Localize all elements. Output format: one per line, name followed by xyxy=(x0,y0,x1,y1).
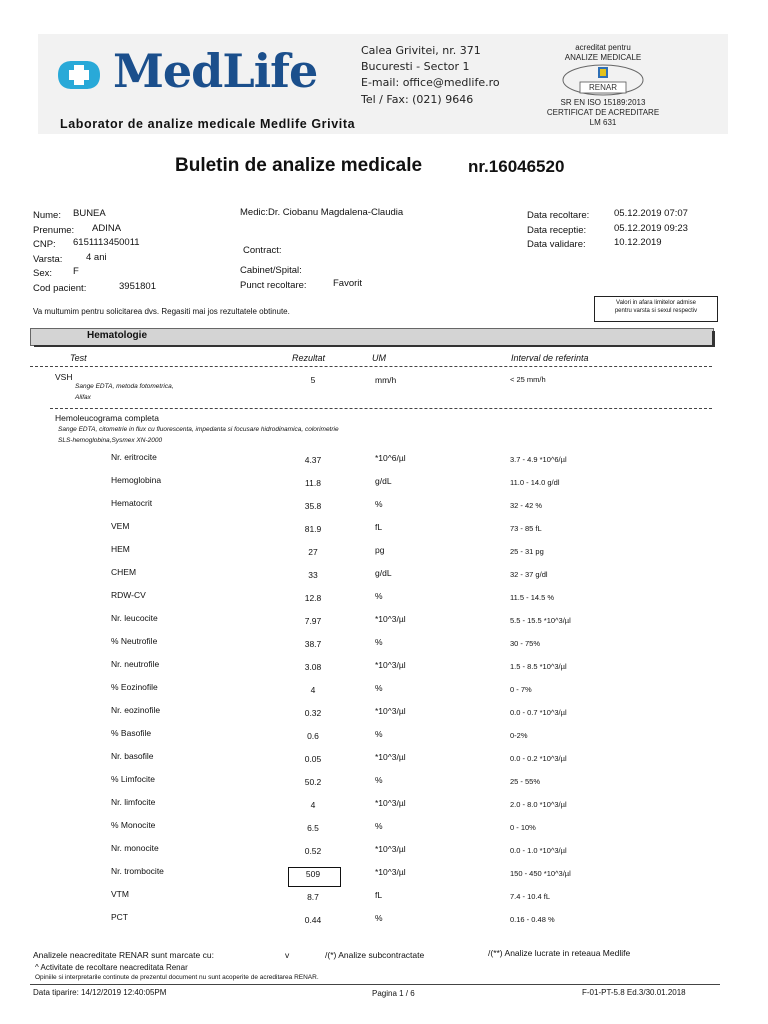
renar-mark: v xyxy=(285,950,290,960)
test-unit: g/dL xyxy=(375,568,392,578)
test-reference: 0.0 - 0.2 *10^3/µl xyxy=(510,754,567,763)
col-header-reference: Interval de referinta xyxy=(511,353,589,363)
contract-label: Contract: xyxy=(243,245,282,256)
test-name: Nr. limfocite xyxy=(111,797,156,807)
hemo-method: SLS-hemoglobina,Sysmex XN-2000 xyxy=(58,437,163,444)
print-date: Data tiparire: 14/12/2019 12:40:05PM xyxy=(33,988,167,997)
test-result: 0.44 xyxy=(304,915,322,925)
out-of-range-note-box xyxy=(594,296,718,322)
accreditation-line: LM 631 xyxy=(589,118,617,127)
test-reference: 2.0 - 8.0 *10^3/µl xyxy=(510,800,567,809)
footer-divider xyxy=(30,984,720,985)
vsh-name: VSH xyxy=(55,372,73,382)
test-name: HEM xyxy=(111,544,130,554)
test-name: Nr. basofile xyxy=(111,751,154,761)
test-result: 0.05 xyxy=(304,754,322,764)
page-number: Pagina 1 / 6 xyxy=(372,989,415,998)
test-result: 38.7 xyxy=(304,639,322,649)
test-unit: *10^3/µl xyxy=(375,752,406,762)
vsh-reference: < 25 mm/h xyxy=(510,375,546,384)
vsh-method: Alifax xyxy=(75,394,91,401)
lab-title: Laborator de analize medicale Medlife Grivita xyxy=(60,117,356,131)
test-result: 50.2 xyxy=(304,777,322,787)
test-name: Nr. monocite xyxy=(111,843,159,853)
accreditation-line: ANALIZE MEDICALE xyxy=(564,53,642,62)
test-reference: 3.7 - 4.9 *10^6/µl xyxy=(510,455,567,464)
test-unit: fL xyxy=(375,890,383,900)
test-reference: 0-2% xyxy=(510,731,528,740)
test-name: CHEM xyxy=(111,567,137,577)
collection-point-label: Punct recoltare: xyxy=(240,280,307,291)
cabinet-label: Cabinet/Spital: xyxy=(240,265,302,276)
test-result: 33 xyxy=(308,570,318,580)
reception-date-label: Data receptie: xyxy=(527,225,587,236)
opinions-note: Opiniile si interpretarile continute de prezentul document nu sunt acoperite de acreditarea RENAR. xyxy=(35,974,319,981)
subcontract-note: /(*) Analize subcontractate xyxy=(325,950,425,960)
validation-date-label: Data validare: xyxy=(527,239,586,250)
address-line: Bucuresti - Sector 1 xyxy=(361,60,470,73)
collection-date: 05.12.2019 07:07 xyxy=(614,208,688,219)
age-label: Varsta: xyxy=(33,254,63,265)
first-name-label: Prenume: xyxy=(33,225,75,236)
test-reference: 25 - 31 pg xyxy=(510,547,544,556)
patient-age: 4 ani xyxy=(86,252,107,263)
medlife-logo: MedLife xyxy=(113,44,318,98)
hemo-title: Hemoleucograma completa xyxy=(55,413,159,423)
test-name: Nr. trombocite xyxy=(111,866,164,876)
vsh-method: Sange EDTA, metoda fotometrica, xyxy=(75,383,174,390)
test-name: RDW-CV xyxy=(111,590,146,600)
test-result: 4 xyxy=(310,685,316,695)
patient-name: BUNEA xyxy=(73,208,106,219)
test-reference: 73 - 85 fL xyxy=(510,524,542,533)
test-unit: % xyxy=(375,775,383,785)
test-result: 509 xyxy=(305,869,321,879)
medic-name: Medic:Dr. Ciobanu Magdalena-Claudia xyxy=(240,207,404,218)
patient-code-label: Cod pacient: xyxy=(33,283,87,294)
test-unit: % xyxy=(375,913,383,923)
test-unit: *10^3/µl xyxy=(375,706,406,716)
test-name: Nr. leucocite xyxy=(111,613,158,623)
vsh-um: mm/h xyxy=(375,375,397,385)
test-name: Nr. eozinofile xyxy=(111,705,161,715)
col-header-test: Test xyxy=(70,353,87,363)
test-result: 35.8 xyxy=(304,501,322,511)
patient-code: 3951801 xyxy=(119,281,156,292)
recoltare-note: ^ Activitate de recoltare neacreditata Renar xyxy=(35,963,188,972)
renar-brand: RENAR xyxy=(588,83,617,92)
test-result: 27 xyxy=(308,547,318,557)
col-header-result: Rezultat xyxy=(292,353,326,363)
vsh-value: 5 xyxy=(310,375,316,385)
test-name: % Basofile xyxy=(111,728,152,738)
test-result: 8.7 xyxy=(307,892,319,902)
header-divider xyxy=(30,366,712,367)
test-unit: pg xyxy=(375,545,385,555)
test-result: 4.37 xyxy=(304,455,322,465)
test-result: 0.6 xyxy=(307,731,319,741)
sex-label: Sex: xyxy=(33,268,53,279)
test-name: Nr. neutrofile xyxy=(111,659,160,669)
renar-note: Analizele neacreditate RENAR sunt marcate cu: xyxy=(33,950,214,960)
test-unit: % xyxy=(375,591,383,601)
test-reference: 7.4 - 10.4 fL xyxy=(510,892,551,901)
patient-cnp: 6151113450011 xyxy=(73,237,140,248)
section-bar-shadow-bottom xyxy=(34,345,715,347)
test-unit: *10^3/µl xyxy=(375,867,406,877)
test-name: VEM xyxy=(111,521,130,531)
reception-date: 05.12.2019 09:23 xyxy=(614,223,688,234)
test-result: 4 xyxy=(310,800,316,810)
test-unit: fL xyxy=(375,522,383,532)
test-unit: % xyxy=(375,637,383,647)
test-unit: *10^6/µl xyxy=(375,453,406,463)
validation-date: 10.12.2019 xyxy=(614,237,662,248)
patient-sex: F xyxy=(73,266,79,277)
collection-date-label: Data recoltare: xyxy=(527,210,590,221)
test-reference: 32 - 42 % xyxy=(510,501,543,510)
test-reference: 25 - 55% xyxy=(510,777,541,786)
test-unit: *10^3/µl xyxy=(375,798,406,808)
test-result: 0.52 xyxy=(304,846,322,856)
medical-cross-icon xyxy=(50,55,108,95)
test-name: % Monocite xyxy=(111,820,156,830)
test-reference: 0 - 7% xyxy=(510,685,532,694)
test-name: % Limfocite xyxy=(111,774,155,784)
test-name: VTM xyxy=(111,889,129,899)
test-reference: 0.16 - 0.48 % xyxy=(510,915,555,924)
test-reference: 30 - 75% xyxy=(510,639,541,648)
document-title: Buletin de analize medicale xyxy=(175,155,423,176)
test-result: 81.9 xyxy=(304,524,322,534)
address-line: Calea Grivitei, nr. 371 xyxy=(361,44,481,57)
out-of-range-box xyxy=(288,867,341,887)
test-unit: % xyxy=(375,683,383,693)
test-unit: g/dL xyxy=(375,476,392,486)
note-line: Valori in afara limitelor admise xyxy=(616,300,696,306)
test-reference: 0 - 10% xyxy=(510,823,536,832)
test-name: Hemoglobina xyxy=(111,475,162,485)
patient-first-name: ADINA xyxy=(92,223,122,234)
section-divider xyxy=(50,408,712,409)
test-reference: 32 - 37 g/dl xyxy=(510,570,548,579)
email-line: E-mail: office@medlife.ro xyxy=(361,76,500,89)
test-result: 11.8 xyxy=(305,478,321,488)
accreditation-line: SR EN ISO 15189:2013 xyxy=(560,98,646,107)
test-name: Nr. eritrocite xyxy=(111,452,157,462)
test-name: % Neutrofile xyxy=(111,636,158,646)
col-header-um: UM xyxy=(372,353,386,363)
test-unit: % xyxy=(375,821,383,831)
test-result: 6.5 xyxy=(307,823,319,833)
test-reference: 0.0 - 0.7 *10^3/µl xyxy=(510,708,567,717)
collection-point: Favorit xyxy=(333,278,363,289)
test-name: Hematocrit xyxy=(111,498,153,508)
accreditation-line: CERTIFICAT DE ACREDITARE xyxy=(546,108,660,117)
test-unit: *10^3/µl xyxy=(375,614,406,624)
hemo-method: Sange EDTA, citometrie in flux cu fluorescenta, impedanta si focusare hidrodinamica, colorimetrie xyxy=(58,426,339,433)
test-reference: 0.0 - 1.0 *10^3/µl xyxy=(510,846,567,855)
test-result: 3.08 xyxy=(304,662,322,672)
test-unit: *10^3/µl xyxy=(375,660,406,670)
test-result: 0.32 xyxy=(304,708,322,718)
test-unit: % xyxy=(375,729,383,739)
test-result: 7.97 xyxy=(304,616,322,626)
test-name: PCT xyxy=(111,912,128,922)
form-code: F-01-PT-5.8 Ed.3/30.01.2018 xyxy=(582,988,686,997)
document-number: nr.16046520 xyxy=(468,157,565,176)
network-note: /(**) Analize lucrate in reteaua Medlife xyxy=(488,948,631,958)
test-reference: 5.5 - 15.5 *10^3/µl xyxy=(510,616,571,625)
accreditation-line: acreditat pentru xyxy=(575,43,631,52)
test-reference: 11.5 - 14.5 % xyxy=(510,593,555,602)
test-result: 12.8 xyxy=(304,593,322,603)
name-label: Nume: xyxy=(33,210,61,221)
test-reference: 1.5 - 8.5 *10^3/µl xyxy=(510,662,567,671)
test-reference: 150 - 450 *10^3/µl xyxy=(510,869,571,878)
test-unit: % xyxy=(375,499,383,509)
cnp-label: CNP: xyxy=(33,239,56,250)
test-name: % Eozinofile xyxy=(111,682,158,692)
test-unit: *10^3/µl xyxy=(375,844,406,854)
thanks-message: Va multumim pentru solicitarea dvs. Regasiti mai jos rezultatele obtinute. xyxy=(33,307,290,316)
note-line: pentru varsta si sexul respectiv xyxy=(614,308,698,314)
phone-line: Tel / Fax: (021) 9646 xyxy=(361,93,474,106)
section-title: Hematologie xyxy=(87,330,148,341)
test-reference: 11.0 - 14.0 g/dl xyxy=(510,478,560,487)
